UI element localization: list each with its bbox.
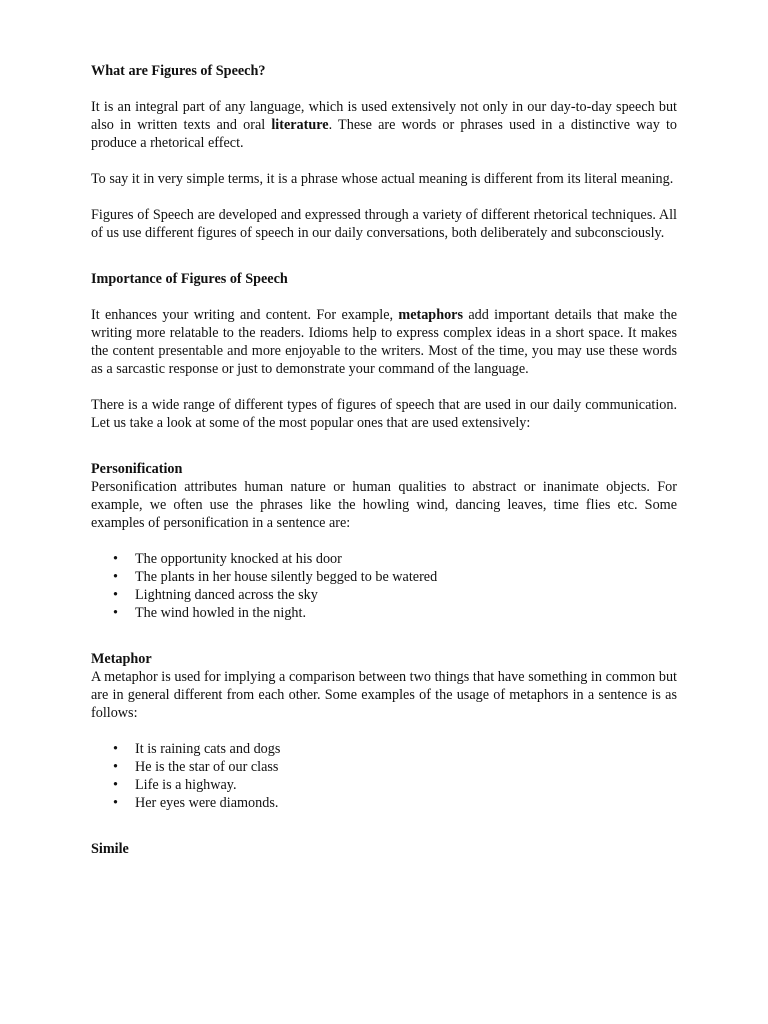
list-item: • Her eyes were diamonds. [91, 794, 677, 812]
importance-paragraph-1 [91, 306, 677, 378]
metaphor-examples-list [91, 740, 677, 812]
section-heading-personification: Personification [91, 461, 183, 477]
intro-paragraph-3: Figures of Speech are developed and expressed through a variety of different rhetorical techniques. All of us use different figures of speech in our daily conversations, both deliberately and subconsciously. [91, 207, 677, 241]
section-heading-what-are-figures: What are Figures of Speech? [91, 63, 266, 79]
importance-p1-text-before: It enhances your writing and content. For example, [91, 307, 399, 323]
section-heading-simile: Simile [91, 841, 129, 857]
list-item: • The opportunity knocked at his door [91, 550, 677, 568]
document-content [91, 62, 677, 858]
list-item: • Life is a highway. [91, 776, 677, 794]
list-item: • Lightning danced across the sky [91, 586, 677, 604]
list-item: • The wind howled in the night. [91, 604, 677, 622]
literature-bold-term: literature [271, 117, 329, 133]
intro-p1-text-after: . These are words or phrases used in a distinctive way to produce a rhetorical effect. [91, 117, 677, 151]
intro-paragraph-1 [91, 98, 677, 152]
section-heading-metaphor: Metaphor [91, 651, 152, 667]
personification-examples-list [91, 550, 677, 622]
list-item: • It is raining cats and dogs [91, 740, 677, 758]
list-item: • The plants in her house silently begged to be watered [91, 568, 677, 586]
intro-p1-text-before: It is an integral part of any language, which is used extensively not only in our day-to-day speech but also in written texts and oral [91, 99, 677, 133]
intro-paragraph-2: To say it in very simple terms, it is a phrase whose actual meaning is different from its literal meaning. [91, 171, 674, 187]
personification-paragraph: Personification attributes human nature or human qualities to abstract or inanimate objects. For example, we often use the phrases like the howling wind, dancing leaves, time flies etc. Some examples of personification in a sentence are: [91, 479, 677, 531]
metaphors-bold-term: metaphors [398, 307, 464, 323]
list-item: • He is the star of our class [91, 758, 677, 776]
section-heading-importance: Importance of Figures of Speech [91, 271, 288, 287]
metaphor-paragraph: A metaphor is used for implying a comparison between two things that have something in common but are in general different from each other. Some examples of the usage of metaphors in a sentence is as follows: [91, 669, 677, 721]
importance-paragraph-2: There is a wide range of different types of figures of speech that are used in our daily communication. Let us take a look at some of the most popular ones that are used extensively: [91, 397, 677, 431]
importance-p1-text-after: add important details that make the writing more relatable to the readers. Idioms help to express complex ideas in a short space. It makes the content presentable and more enjoyable to the writers. Most of the time, you may use these words as a sarcastic response or just to demonstrate your command of the language. [91, 307, 677, 377]
